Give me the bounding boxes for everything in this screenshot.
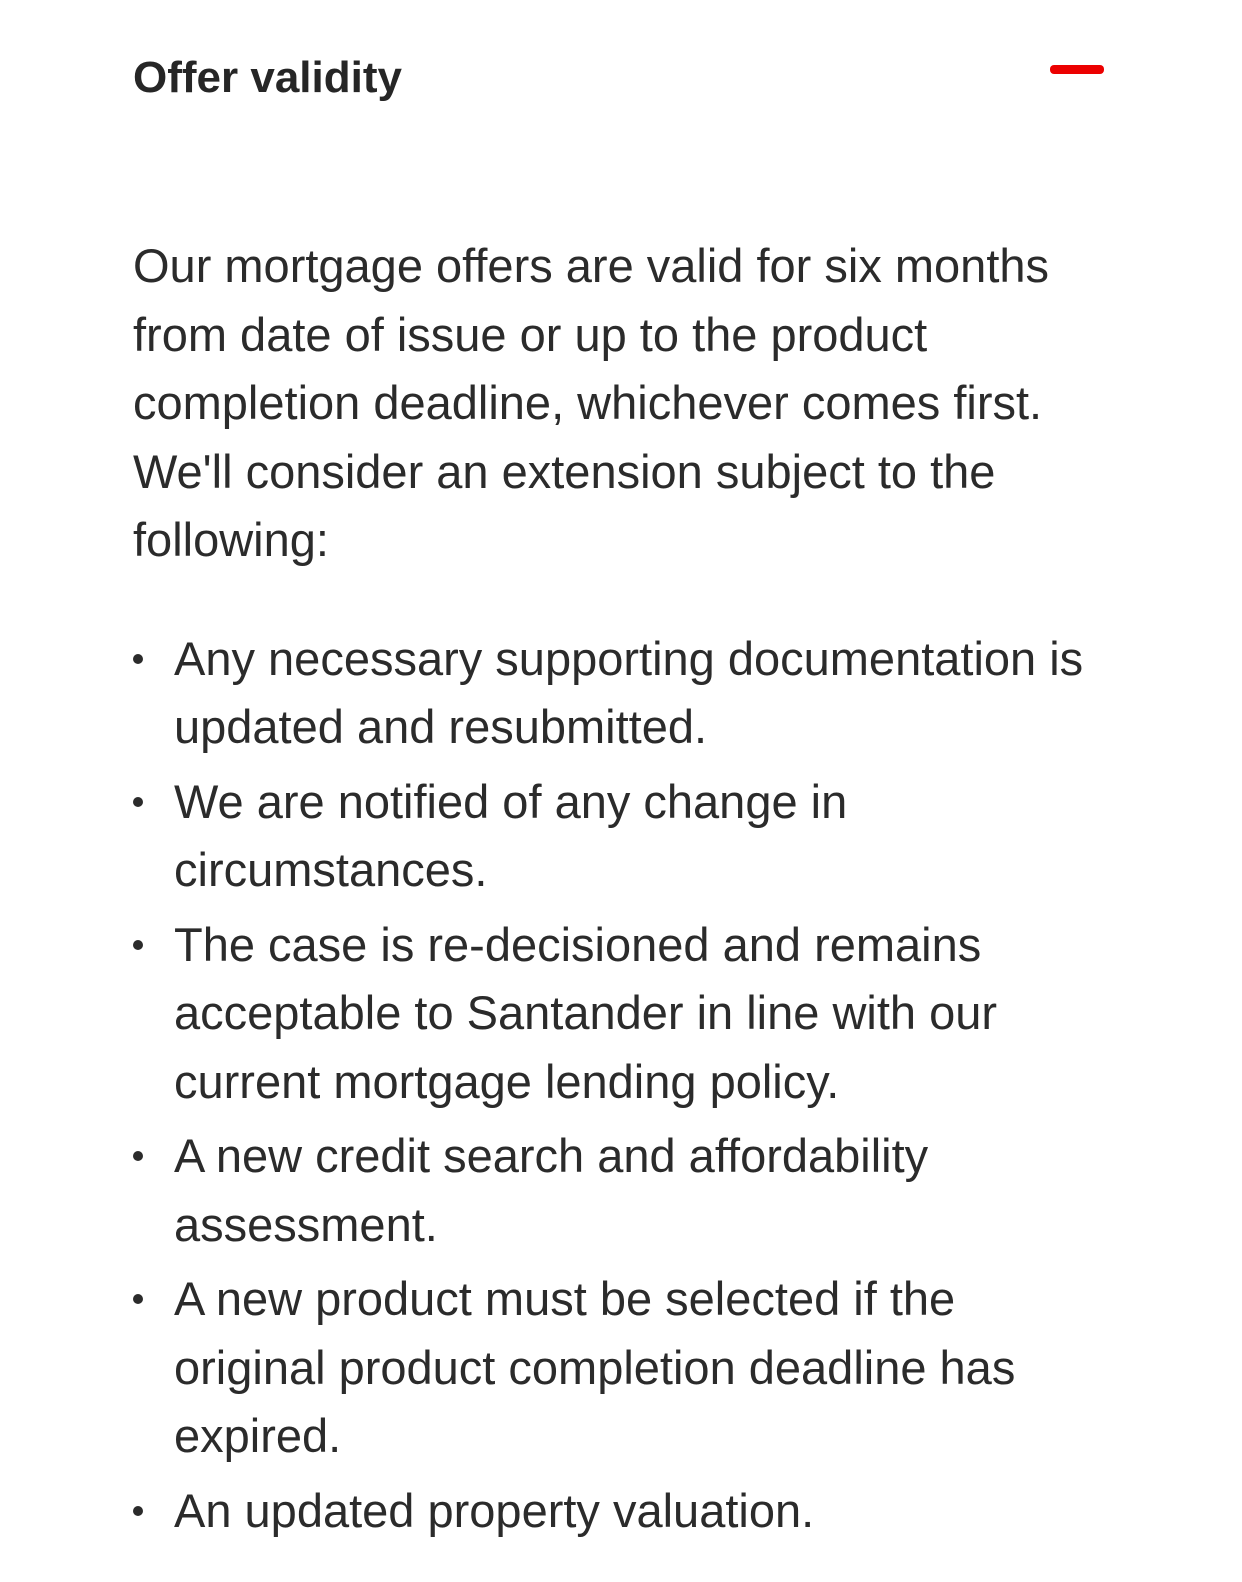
list-item-text: A new credit search and affordability assessment. — [174, 1129, 929, 1251]
list-item-text: An updated property valuation. — [174, 1483, 815, 1537]
intro-paragraph: Our mortgage offers are valid for six months from date of issue or up to the product completion deadline, whichever comes first. We'll consider an extension subject to the following: — [133, 239, 1050, 566]
accordion-content — [133, 232, 1113, 1551]
bullet-icon — [133, 1506, 143, 1516]
accordion-header[interactable] — [0, 0, 1242, 160]
list-item — [133, 1122, 1113, 1259]
bullet-icon — [133, 654, 143, 664]
bullet-icon — [133, 1294, 143, 1304]
list-item-text: The case is re-decisioned and remains acceptable to Santander in line with our current mortgage lending policy. — [174, 917, 998, 1108]
bullet-icon — [133, 1151, 143, 1161]
conditions-list — [133, 625, 1113, 1546]
list-item — [133, 911, 1113, 1117]
list-item-text: Any necessary supporting documentation is updated and resubmitted. — [174, 631, 1084, 753]
list-item-text: A new product must be selected if the original product completion deadline has expired. — [174, 1272, 1016, 1462]
accordion-title: Offer validity — [133, 53, 402, 102]
list-item — [133, 768, 1113, 905]
minus-icon-bar — [1050, 65, 1104, 74]
list-item — [133, 1477, 1113, 1546]
minus-icon[interactable] — [1050, 55, 1104, 85]
list-item-text: We are notified of any change in circumstances. — [174, 774, 848, 896]
bullet-icon — [133, 940, 143, 950]
list-item — [133, 1265, 1113, 1471]
list-item — [133, 625, 1113, 762]
bullet-icon — [133, 797, 143, 807]
